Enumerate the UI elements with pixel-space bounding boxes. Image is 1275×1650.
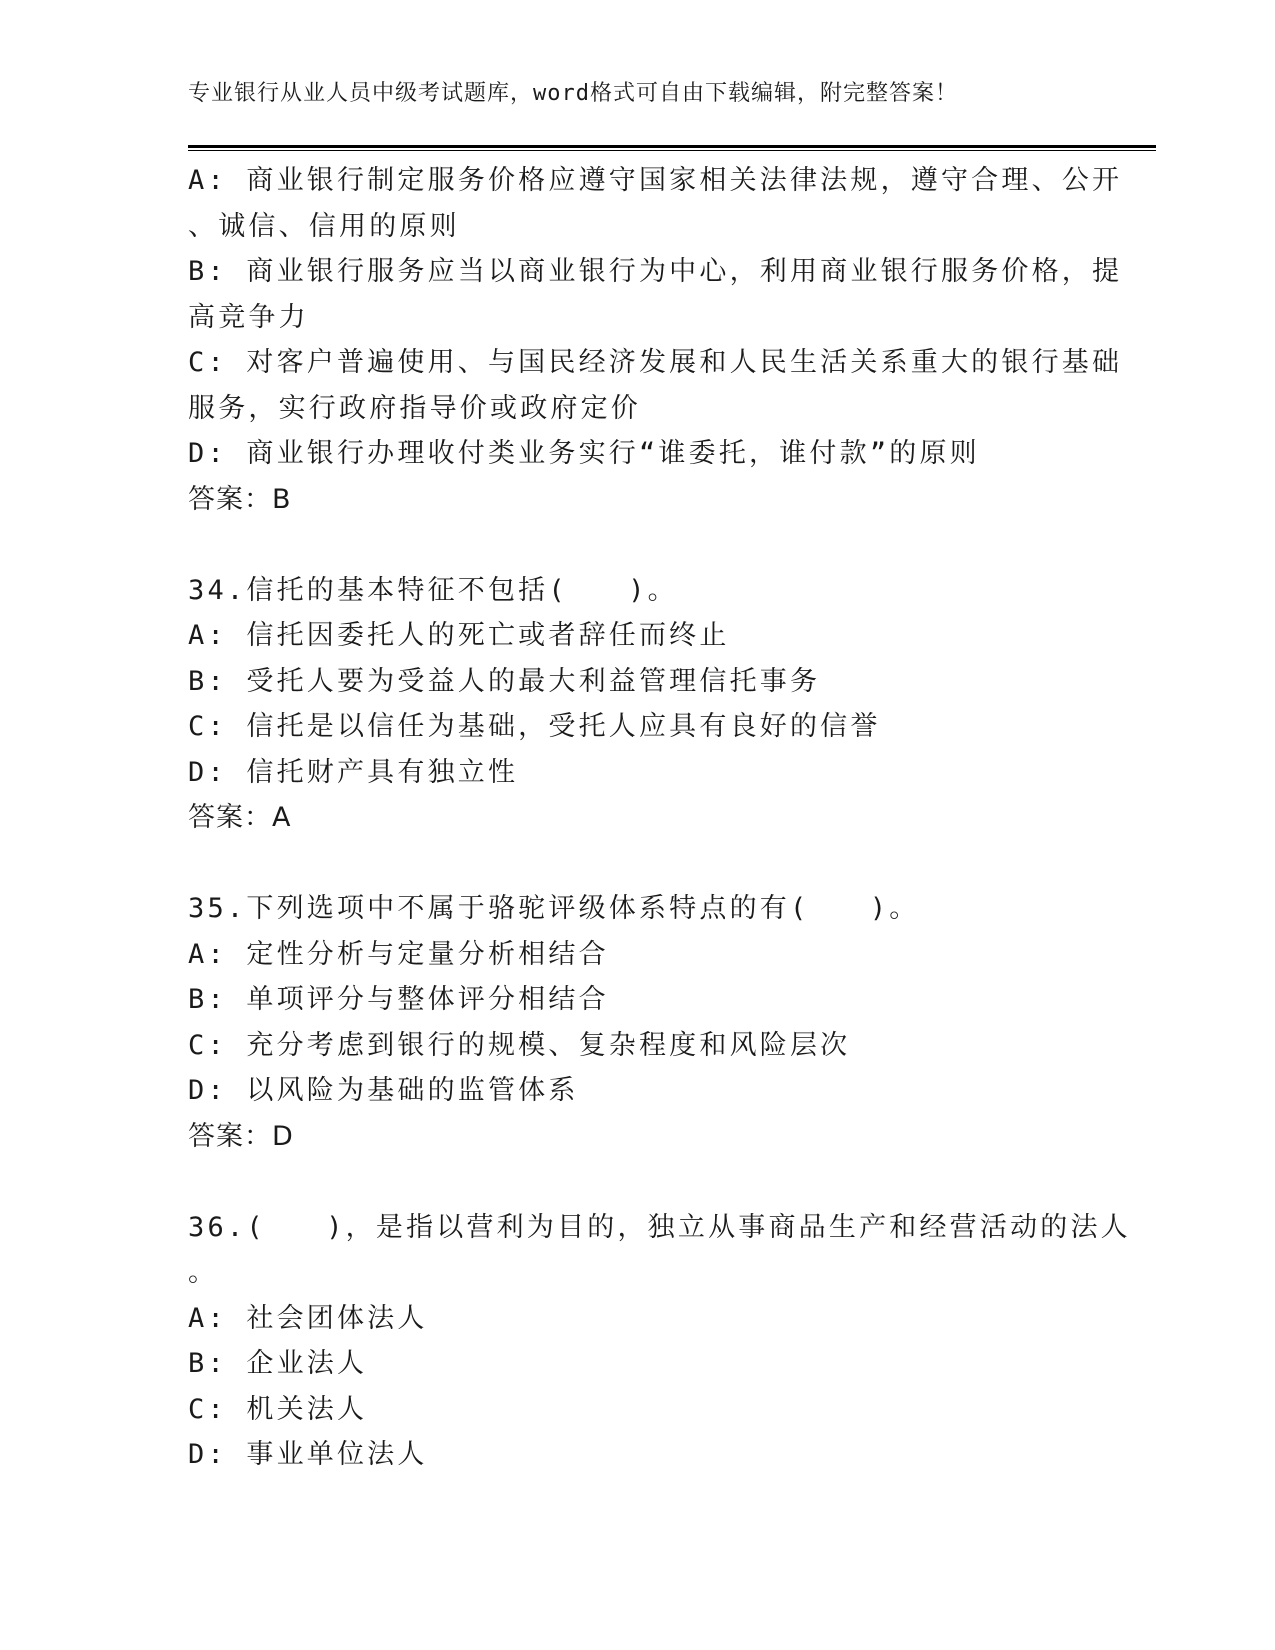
- option-a: A: 社会团体法人: [188, 1302, 428, 1334]
- option-b-line-1: B: 商业银行服务应当以商业银行为中心，利用商业银行服务价格，提: [188, 256, 1123, 287]
- question-stem: 34.信托的基本特征不包括( )。: [188, 574, 678, 606]
- header-rule-thick: [188, 145, 1156, 148]
- option-c: C: 信托是以信任为基础，受托人应具有良好的信誉: [188, 711, 881, 742]
- question-stem-line-1: 36.( )，是指以营利为目的，独立从事商品生产和经营活动的法人: [188, 1211, 1131, 1243]
- page-header: 专业银行从业人员中级考试题库，word格式可自由下载编辑，附完整答案！: [188, 81, 958, 106]
- option-d: D: 事业单位法人: [188, 1439, 428, 1470]
- header-rule-thin: [188, 150, 1156, 151]
- document-body: [188, 158, 1131, 1478]
- option-a: A: 定性分析与定量分析相结合: [188, 938, 609, 970]
- option-b: B: 企业法人: [188, 1348, 368, 1379]
- answer-34: 答案：A: [188, 802, 292, 833]
- option-b: B: 单项评分与整体评分相结合: [188, 984, 609, 1015]
- question-35: [188, 886, 1088, 1159]
- option-a-line-1: A: 商业银行制定服务价格应遵守国家相关法律法规，遵守合理、公开: [188, 165, 1123, 196]
- answer-33: 答案：B: [188, 483, 292, 515]
- question-stem: 35.下列选项中不属于骆驼评级体系特点的有( )。: [188, 893, 920, 924]
- option-c: C: 充分考虑到银行的规模、复杂程度和风险层次: [188, 1029, 851, 1061]
- option-c-line-1: C: 对客户普遍使用、与国民经济发展和人民生活关系重大的银行基础: [188, 347, 1123, 378]
- question-36: [188, 1205, 1131, 1478]
- option-c: C: 机关法人: [188, 1393, 368, 1425]
- option-c-line-2: 服务，实行政府指导价或政府定价: [188, 392, 641, 424]
- question-34: [188, 568, 1088, 841]
- option-d: D: 以风险为基础的监管体系: [188, 1075, 579, 1106]
- option-a: A: 信托因委托人的死亡或者辞任而终止: [188, 620, 730, 651]
- question-stem-line-2: 。: [188, 1257, 219, 1288]
- option-b-line-2: 高竞争力: [188, 301, 309, 333]
- answer-35: 答案：D: [188, 1120, 294, 1152]
- option-b: B: 受托人要为受益人的最大利益管理信托事务: [188, 665, 821, 697]
- question-33-options: [188, 158, 1123, 522]
- option-d-line-1: D: 商业银行办理收付类业务实行“谁委托，谁付款”的原则: [188, 438, 980, 469]
- option-a-line-2: 、诚信、信用的原则: [188, 210, 460, 242]
- option-d: D: 信托财产具有独立性: [188, 756, 519, 788]
